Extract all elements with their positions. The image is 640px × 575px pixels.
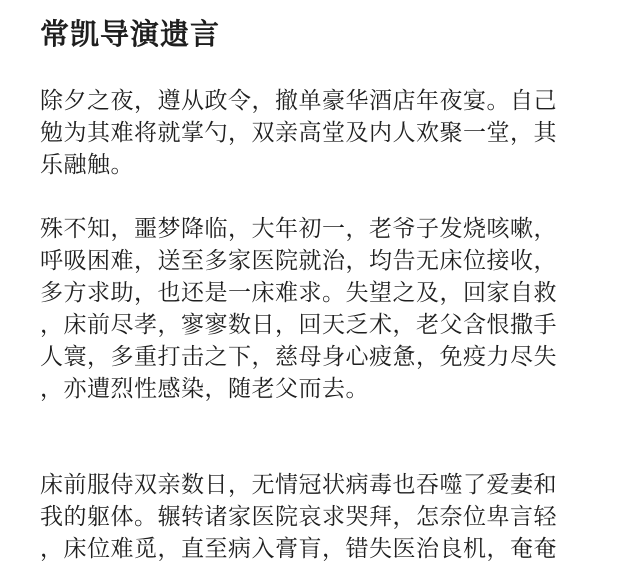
text-line: ，床位难觅，直至病入膏肓，错失医治良机，奄奄 bbox=[40, 536, 557, 562]
text-line: ，床前尽孝，寥寥数日，回天乏术，老父含恨撒手 bbox=[40, 312, 557, 338]
paragraph-3 bbox=[40, 469, 630, 565]
bottom-fade bbox=[0, 565, 640, 575]
paragraph-2 bbox=[40, 213, 630, 405]
text-line: ，亦遭烈性感染，随老父而去。 bbox=[40, 376, 369, 402]
document-title: 常凯导演遗言 bbox=[40, 17, 221, 51]
text-line: 殊不知，噩梦降临，大年初一，老爷子发烧咳嗽， bbox=[40, 216, 557, 242]
text-line: 乐融触。 bbox=[40, 152, 134, 178]
text-line: 多方求助，也还是一床难求。失望之及，回家自救 bbox=[40, 280, 557, 306]
text-line: 床前服侍双亲数日，无情冠状病毒也吞噬了爱妻和 bbox=[40, 472, 557, 498]
text-line: 人寰，多重打击之下，慈母身心疲惫，免疫力尽失 bbox=[40, 344, 557, 370]
text-line: 我的躯体。辗转诸家医院哀求哭拜，怎奈位卑言轻 bbox=[40, 504, 557, 530]
text-line: 呼吸困难，送至多家医院就治，均告无床位接收， bbox=[40, 248, 557, 274]
text-line: 除夕之夜，遵从政令，撤单豪华酒店年夜宴。自己 bbox=[40, 88, 557, 114]
paragraph-1 bbox=[40, 85, 630, 181]
text-line: 勉为其难将就掌勺，双亲高堂及内人欢聚一堂，其 bbox=[40, 120, 557, 146]
